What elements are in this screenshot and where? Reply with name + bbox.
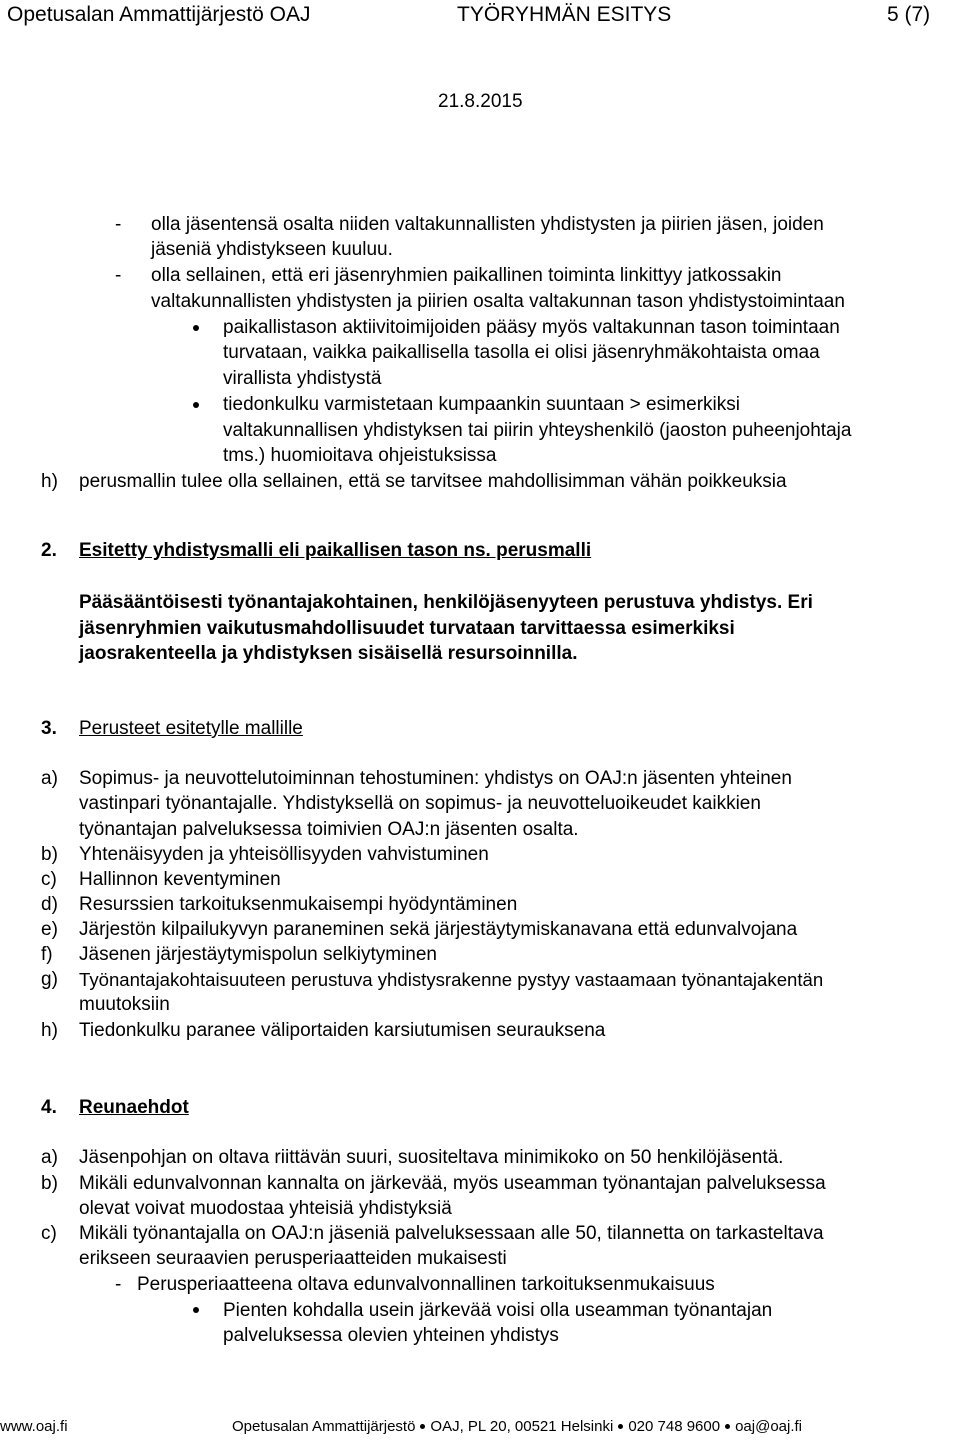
list-item-text: turvataan, vaikka paikallisella tasolla ei olisi jäsenryhmäkohtaista omaa xyxy=(223,342,820,363)
list-item-text: olla jäsentensä osalta niiden valtakunnallisten yhdistysten ja piirien jäsen, joiden xyxy=(151,214,824,235)
dash-marker: - xyxy=(115,1274,122,1295)
separator-dot-icon xyxy=(618,1424,623,1429)
section-number: 4. xyxy=(41,1097,57,1118)
bullet-icon xyxy=(193,1307,199,1313)
list-item-text: paikallistason aktiivitoimijoiden pääsy myös valtakunnan tason toimintaan xyxy=(223,317,840,338)
list-item-text: tiedonkulku varmistetaan kumpaankin suuntaan > esimerkiksi xyxy=(223,394,740,415)
list-item-text: tms.) huomioitava ohjeistuksissa xyxy=(223,445,497,466)
header-date: 21.8.2015 xyxy=(438,91,523,112)
list-item-label: h) xyxy=(41,1020,58,1041)
separator-dot-icon xyxy=(725,1424,730,1429)
list-item-text: Resurssien tarkoituksenmukaisempi hyödyntäminen xyxy=(79,894,518,915)
list-item-text: valtakunnallisten yhdistysten ja piirien osalta valtakunnan tason yhdistystoimintaan xyxy=(151,291,845,312)
header-page-number: 5 (7) xyxy=(887,3,931,26)
footer-website-link[interactable]: www.oaj.fi xyxy=(0,1418,68,1435)
paragraph-line: jäsenryhmien vaikutusmahdollisuudet turvataan tarvittaessa esimerkiksi xyxy=(79,618,735,639)
list-item-text: Hallinnon keventyminen xyxy=(79,869,281,890)
header-organization: Opetusalan Ammattijärjestö OAJ xyxy=(7,3,311,26)
list-item-label: c) xyxy=(41,1223,57,1244)
list-item-text: jäseniä yhdistykseen kuuluu. xyxy=(151,239,393,260)
list-item-label: h) xyxy=(41,471,58,492)
footer-contact xyxy=(232,1417,802,1437)
section-title: Reunaehdot xyxy=(79,1097,189,1118)
list-item-label: b) xyxy=(41,844,58,865)
paragraph-line: Pääsääntöisesti työnantajakohtainen, henkilöjäsenyyteen perustuva yhdistys. Eri xyxy=(79,592,813,613)
list-item-label: g) xyxy=(41,969,58,990)
list-item-text: erikseen seuraavien perusperiaatteiden mukaisesti xyxy=(79,1248,507,1269)
list-item-text: Järjestön kilpailukyvyn paraneminen sekä järjestäytymiskanavana että edunvalvojana xyxy=(79,919,798,940)
footer-phone: 020 748 9600 xyxy=(628,1418,721,1435)
footer-org: Opetusalan Ammattijärjestö xyxy=(232,1418,416,1435)
paragraph-line: jaosrakenteella ja yhdistyksen sisäisellä resursoinnilla. xyxy=(79,643,578,664)
list-item-label: c) xyxy=(41,869,57,890)
list-item-text: virallista yhdistystä xyxy=(223,368,382,389)
dash-marker: - xyxy=(115,265,122,286)
list-item-text: Mikäli edunvalvonnan kannalta on järkevää, myös useamman työnantajan palveluksessa xyxy=(79,1173,826,1194)
list-item-label: d) xyxy=(41,894,58,915)
list-item-label: a) xyxy=(41,768,58,789)
list-item-text: Yhtenäisyyden ja yhteisöllisyyden vahvistuminen xyxy=(79,844,489,865)
section-number: 2. xyxy=(41,540,57,561)
bullet-icon xyxy=(193,402,199,408)
section-title: Esitetty yhdistysmalli eli paikallisen tason ns. perusmalli xyxy=(79,540,592,561)
section-number: 3. xyxy=(41,718,57,739)
bullet-icon xyxy=(193,325,199,331)
list-item-label: e) xyxy=(41,919,58,940)
list-item-label: f) xyxy=(41,944,53,965)
footer-address: OAJ, PL 20, 00521 Helsinki xyxy=(430,1418,614,1435)
list-item-text: palveluksessa olevien yhteinen yhdistys xyxy=(223,1325,559,1346)
section-title: Perusteet esitetylle mallille xyxy=(79,718,303,739)
list-item-text: Perusperiaatteena oltava edunvalvonnallinen tarkoituksenmukaisuus xyxy=(137,1274,715,1295)
list-item-text: olevat voivat muodostaa yhteisiä yhdistyksiä xyxy=(79,1198,452,1219)
list-item-text: vastinpari työnantajalle. Yhdistyksellä on sopimus- ja neuvotteluoikeudet kaikkien xyxy=(79,793,761,814)
separator-dot-icon xyxy=(420,1424,425,1429)
footer-email-link[interactable]: oaj@oaj.fi xyxy=(735,1418,803,1435)
header-document-title: TYÖRYHMÄN ESITYS xyxy=(457,3,672,26)
dash-marker: - xyxy=(115,214,122,235)
list-item-text: Jäsenen järjestäytymispolun selkiytyminen xyxy=(79,944,437,965)
list-item-text: Sopimus- ja neuvottelutoiminnan tehostuminen: yhdistys on OAJ:n jäsenten yhteinen xyxy=(79,768,792,789)
list-item-text: työnantajan palveluksessa toimivien OAJ:n jäsenten osalta. xyxy=(79,819,579,840)
list-item-text: Tiedonkulku paranee väliportaiden karsiutumisen seurauksena xyxy=(79,1020,606,1041)
list-item-label: b) xyxy=(41,1173,58,1194)
list-item-label: a) xyxy=(41,1147,58,1168)
list-item-text: Työnantajakohtaisuuteen perustuva yhdistysrakenne pystyy vastaamaan työnantajakentän xyxy=(79,969,824,990)
list-item-text: valtakunnallisen yhdistyksen tai piirin yhteyshenkilö (jaoston puheenjohtaja xyxy=(223,420,852,441)
list-item-text: perusmallin tulee olla sellainen, että se tarvitsee mahdollisimman vähän poikkeuksia xyxy=(79,471,787,492)
list-item-text: olla sellainen, että eri jäsenryhmien paikallinen toiminta linkittyy jatkossakin xyxy=(151,265,782,286)
list-item-text: Pienten kohdalla usein järkevää voisi olla useamman työnantajan xyxy=(223,1300,773,1321)
list-item-text: Jäsenpohjan on oltava riittävän suuri, suositeltava minimikoko on 50 henkilöjäsentä. xyxy=(79,1147,784,1168)
list-item-text: Mikäli työnantajalla on OAJ:n jäseniä palveluksessaan alle 50, tilannetta on tarkasteltava xyxy=(79,1223,824,1244)
list-item-text: muutoksiin xyxy=(79,994,170,1015)
